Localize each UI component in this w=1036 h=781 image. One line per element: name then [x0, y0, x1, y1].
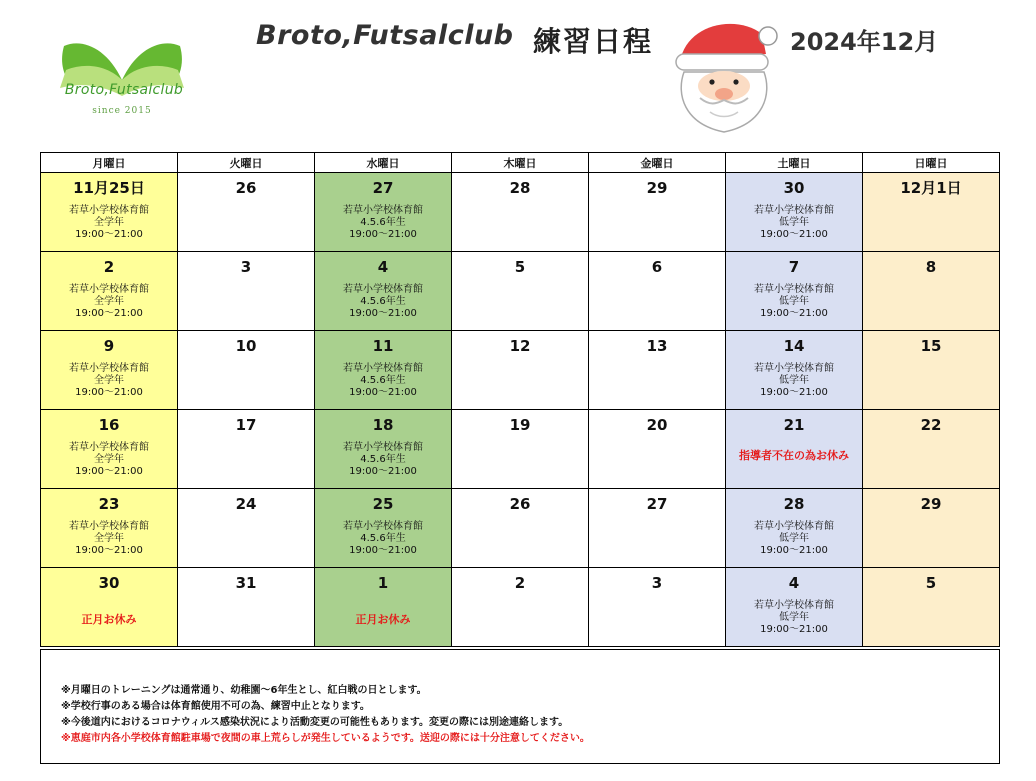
practice-grade: 4.5.6年生 — [360, 375, 406, 386]
day-number: 16 — [98, 416, 120, 434]
day-number: 29 — [920, 495, 942, 513]
day-cell-sunday — [863, 489, 1000, 568]
practice-venue: 若草小学校体育館 — [754, 600, 834, 611]
day-number: 19 — [509, 416, 531, 434]
day-number: 20 — [646, 416, 668, 434]
week-row — [41, 173, 1000, 252]
practice-grade: 低学年 — [779, 296, 809, 307]
day-number: 17 — [235, 416, 257, 434]
day-number: 27 — [646, 495, 668, 513]
practice-time: 19:00～21:00 — [349, 466, 417, 477]
practice-time: 19:00～21:00 — [349, 308, 417, 319]
notes-box — [40, 649, 1000, 764]
week-row — [41, 489, 1000, 568]
practice-venue: 若草小学校体育館 — [343, 442, 423, 453]
day-cell-saturday — [726, 331, 863, 410]
day-number: 12 — [509, 337, 531, 355]
practice-venue: 若草小学校体育館 — [69, 442, 149, 453]
practice-time: 19:00～21:00 — [349, 545, 417, 556]
practice-venue: 若草小学校体育館 — [754, 521, 834, 532]
practice-time: 19:00～21:00 — [760, 308, 828, 319]
day-number: 14 — [783, 337, 805, 355]
logo-since: since 2015 — [92, 106, 152, 116]
practice-info — [41, 205, 177, 241]
practice-info — [315, 521, 451, 557]
day-number: 18 — [372, 416, 394, 434]
practice-info — [726, 521, 862, 557]
day-cell-thursday — [452, 410, 589, 489]
practice-info — [41, 442, 177, 478]
club-logo — [52, 30, 192, 122]
day-cell-monday — [41, 410, 178, 489]
day-cell-monday — [41, 331, 178, 410]
logo-text: Broto,Futsalclub — [64, 82, 184, 98]
practice-info — [315, 442, 451, 478]
practice-grade: 4.5.6年生 — [360, 296, 406, 307]
practice-grade: 全学年 — [94, 454, 124, 465]
practice-grade: 全学年 — [94, 375, 124, 386]
day-cell-wednesday — [315, 173, 452, 252]
day-cell-thursday — [452, 252, 589, 331]
day-cell-wednesday — [315, 331, 452, 410]
day-number: 10 — [235, 337, 257, 355]
practice-venue: 若草小学校体育館 — [69, 205, 149, 216]
practice-info — [726, 600, 862, 636]
day-cell-friday — [589, 568, 726, 647]
practice-venue: 若草小学校体育館 — [754, 284, 834, 295]
day-cell-saturday — [726, 489, 863, 568]
day-number: 25 — [372, 495, 394, 513]
weekday-thursday: 木曜日 — [452, 153, 589, 173]
note-monday-training: ※月曜日のトレーニングは通常通り、幼稚園～6年生とし、紅白戦の日とします。 — [61, 685, 427, 696]
practice-info — [315, 205, 451, 241]
practice-time: 19:00～21:00 — [349, 229, 417, 240]
practice-grade: 全学年 — [94, 296, 124, 307]
day-number: 26 — [235, 179, 257, 197]
calendar-table — [40, 152, 1000, 647]
practice-time: 19:00～21:00 — [75, 387, 143, 398]
day-number: 5 — [514, 258, 526, 276]
day-cell-tuesday — [178, 568, 315, 647]
day-cell-thursday — [452, 568, 589, 647]
weekday-wednesday: 水曜日 — [315, 153, 452, 173]
note-school-events: ※学校行事のある場合は体育館使用不可の為、練習中止となります。 — [61, 701, 370, 712]
holiday-label: 正月お休み — [81, 613, 137, 626]
day-number: 3 — [240, 258, 252, 276]
day-number: 22 — [920, 416, 942, 434]
day-number: 28 — [783, 495, 805, 513]
practice-time: 19:00～21:00 — [760, 387, 828, 398]
practice-info — [315, 284, 451, 320]
day-cell-monday — [41, 173, 178, 252]
weekday-tuesday: 火曜日 — [178, 153, 315, 173]
practice-grade: 4.5.6年生 — [360, 454, 406, 465]
day-cell-thursday — [452, 173, 589, 252]
day-number: 8 — [925, 258, 937, 276]
practice-time: 19:00～21:00 — [75, 229, 143, 240]
note-covid: ※今後道内におけるコロナウィルス感染状況により活動変更の可能性もあります。変更の際には別途連絡します。 — [61, 717, 569, 728]
day-cell-tuesday — [178, 410, 315, 489]
day-cell-sunday — [863, 410, 1000, 489]
practice-grade: 全学年 — [94, 533, 124, 544]
day-number: 11月25日 — [73, 179, 145, 197]
practice-info — [726, 205, 862, 241]
day-cell-wednesday — [315, 410, 452, 489]
day-number: 2 — [103, 258, 115, 276]
day-cell-saturday — [726, 252, 863, 331]
day-number: 13 — [646, 337, 668, 355]
practice-venue: 若草小学校体育館 — [69, 284, 149, 295]
day-cell-sunday — [863, 568, 1000, 647]
day-number: 1 — [377, 574, 389, 592]
practice-time: 19:00～21:00 — [760, 545, 828, 556]
page-title: 練習日程 — [533, 25, 654, 58]
day-cell-tuesday — [178, 252, 315, 331]
weekday-monday: 月曜日 — [41, 153, 178, 173]
day-number: 26 — [509, 495, 531, 513]
weekday-header-row — [41, 153, 1000, 173]
practice-time: 19:00～21:00 — [75, 466, 143, 477]
weekday-friday: 金曜日 — [589, 153, 726, 173]
day-cell-wednesday — [315, 568, 452, 647]
day-number: 15 — [920, 337, 942, 355]
week-row — [41, 568, 1000, 647]
santa-icon — [666, 14, 790, 138]
day-number: 3 — [651, 574, 663, 592]
day-cell-monday — [41, 489, 178, 568]
day-cell-monday — [41, 252, 178, 331]
day-number: 31 — [235, 574, 257, 592]
month-label: 2024年12月 — [790, 28, 939, 56]
day-cell-friday — [589, 489, 726, 568]
day-number: 4 — [788, 574, 800, 592]
day-number: 24 — [235, 495, 257, 513]
practice-venue: 若草小学校体育館 — [754, 205, 834, 216]
practice-venue: 若草小学校体育館 — [754, 363, 834, 374]
day-number: 30 — [98, 574, 120, 592]
day-number: 30 — [783, 179, 805, 197]
day-number: 7 — [788, 258, 800, 276]
club-name: Broto,Futsalclub — [256, 20, 514, 51]
day-number: 12月1日 — [900, 179, 962, 197]
weekday-saturday: 土曜日 — [726, 153, 863, 173]
day-cell-saturday — [726, 568, 863, 647]
day-cell-friday — [589, 173, 726, 252]
day-cell-thursday — [452, 489, 589, 568]
day-number: 28 — [509, 179, 531, 197]
day-cell-tuesday — [178, 173, 315, 252]
practice-info — [726, 284, 862, 320]
week-row — [41, 331, 1000, 410]
day-cell-tuesday — [178, 331, 315, 410]
day-cell-saturday — [726, 173, 863, 252]
day-cell-friday — [589, 331, 726, 410]
practice-venue: 若草小学校体育館 — [343, 521, 423, 532]
practice-time: 19:00～21:00 — [349, 387, 417, 398]
practice-time: 19:00～21:00 — [75, 545, 143, 556]
note-parking-warning: ※恵庭市内各小学校体育館駐車場で夜間の車上荒らしが発生しているようです。送迎の際には十分注意してください。 — [61, 733, 590, 744]
day-cell-friday — [589, 410, 726, 489]
practice-info — [41, 521, 177, 557]
practice-grade: 低学年 — [779, 375, 809, 386]
day-number: 9 — [103, 337, 115, 355]
week-row — [41, 252, 1000, 331]
day-cell-tuesday — [178, 489, 315, 568]
practice-venue: 若草小学校体育館 — [343, 205, 423, 216]
practice-info — [41, 363, 177, 399]
practice-grade: 低学年 — [779, 533, 809, 544]
day-number: 23 — [98, 495, 120, 513]
practice-time: 19:00～21:00 — [760, 624, 828, 635]
cancellation-label: 指導者不在の為お休み — [739, 449, 849, 462]
day-cell-wednesday — [315, 489, 452, 568]
day-number: 11 — [372, 337, 394, 355]
practice-grade: 低学年 — [779, 217, 809, 228]
practice-grade: 全学年 — [94, 217, 124, 228]
day-number: 29 — [646, 179, 668, 197]
day-cell-monday — [41, 568, 178, 647]
day-cell-sunday — [863, 331, 1000, 410]
practice-grade: 4.5.6年生 — [360, 533, 406, 544]
day-number: 5 — [925, 574, 937, 592]
day-cell-sunday — [863, 252, 1000, 331]
day-cell-friday — [589, 252, 726, 331]
day-number: 6 — [651, 258, 663, 276]
day-number: 27 — [372, 179, 394, 197]
practice-time: 19:00～21:00 — [75, 308, 143, 319]
practice-info — [41, 284, 177, 320]
practice-info — [726, 363, 862, 399]
day-number: 21 — [783, 416, 805, 434]
day-cell-thursday — [452, 331, 589, 410]
practice-grade: 4.5.6年生 — [360, 217, 406, 228]
day-number: 2 — [514, 574, 526, 592]
day-cell-wednesday — [315, 252, 452, 331]
day-cell-sunday — [863, 173, 1000, 252]
weekday-sunday: 日曜日 — [863, 153, 1000, 173]
day-number: 4 — [377, 258, 389, 276]
practice-venue: 若草小学校体育館 — [343, 363, 423, 374]
practice-info — [315, 363, 451, 399]
practice-grade: 低学年 — [779, 612, 809, 623]
practice-venue: 若草小学校体育館 — [69, 363, 149, 374]
holiday-label: 正月お休み — [355, 613, 411, 626]
practice-time: 19:00～21:00 — [760, 229, 828, 240]
practice-venue: 若草小学校体育館 — [343, 284, 423, 295]
day-cell-saturday — [726, 410, 863, 489]
week-row — [41, 410, 1000, 489]
practice-venue: 若草小学校体育館 — [69, 521, 149, 532]
